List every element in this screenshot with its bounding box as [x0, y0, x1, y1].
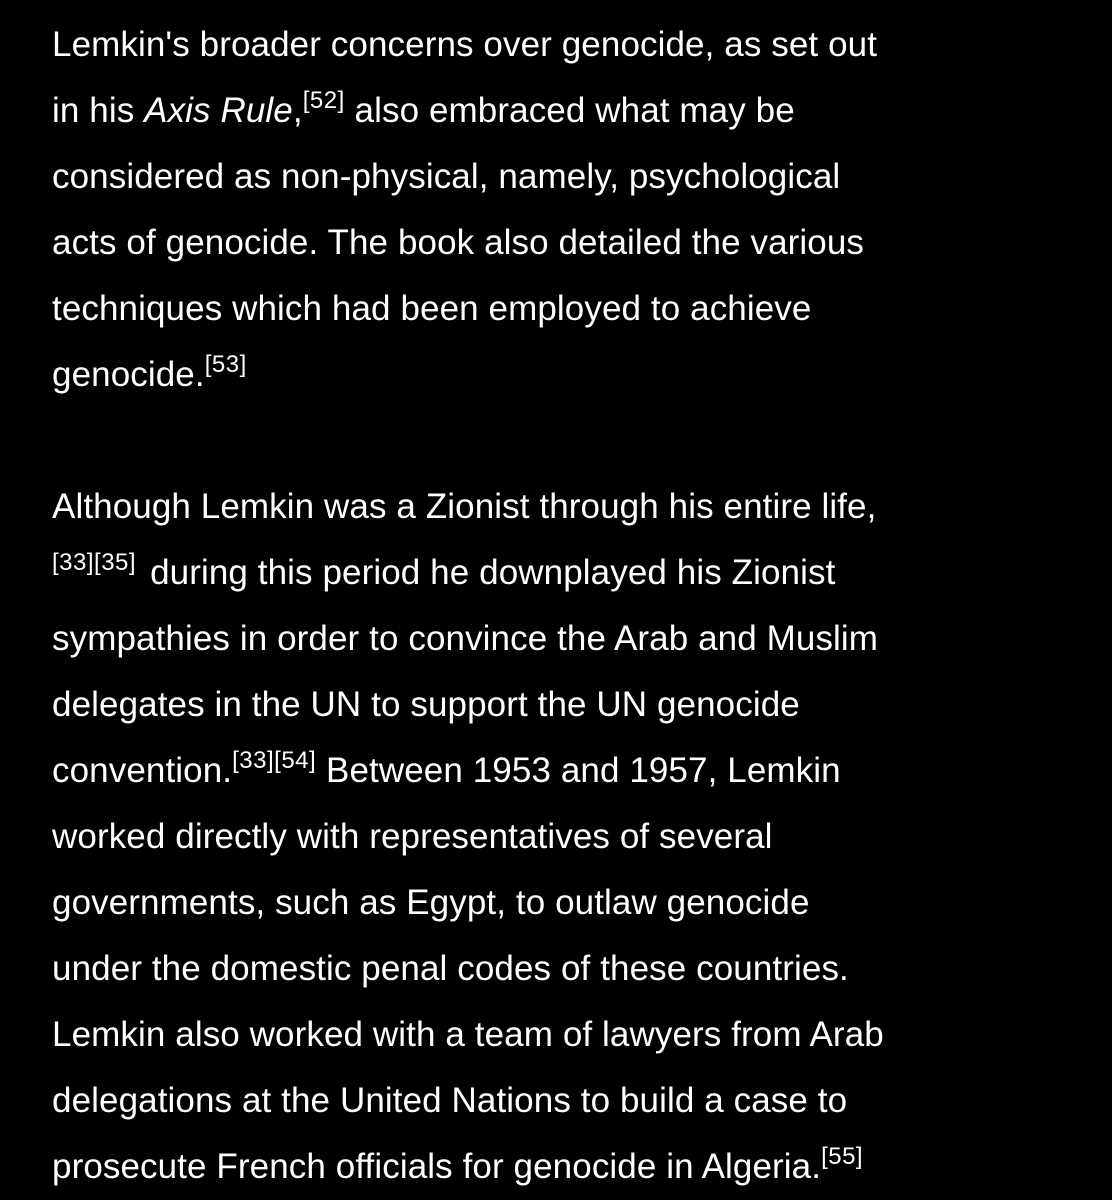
text-line — [52, 78, 1042, 144]
text-segment: Between 1953 and 1957, Lemkin — [316, 751, 841, 790]
citation-link-35[interactable]: [35] — [94, 549, 137, 576]
text-line — [52, 936, 1042, 1002]
text-segment: under the domestic penal codes of these countries. — [52, 949, 849, 988]
text-segment: , — [292, 91, 303, 130]
text-segment: delegates in the UN to support the UN genocide — [52, 685, 800, 724]
text-segment: convention. — [52, 751, 233, 790]
article-body — [52, 12, 1042, 1200]
text-segment: genocide. — [52, 355, 205, 394]
paragraph-zionist — [52, 474, 1042, 1200]
text-line — [52, 672, 1042, 738]
text-line — [52, 1002, 1042, 1068]
text-line — [52, 12, 1042, 78]
text-line — [52, 1134, 1042, 1200]
text-segment: Although Lemkin was a Zionist through his entire life, — [52, 487, 877, 526]
text-segment: also embraced what may be — [344, 91, 795, 130]
text-segment: acts of genocide. The book also detailed the various — [52, 223, 865, 262]
text-line — [52, 342, 1042, 408]
book-title-axis-rule: Axis Rule — [144, 91, 293, 130]
citation-link-52[interactable]: [52] — [302, 87, 345, 114]
text-segment: Lemkin also worked with a team of lawyers from Arab — [52, 1015, 884, 1054]
citation-link-54[interactable]: [54] — [274, 747, 317, 774]
text-line — [52, 144, 1042, 210]
text-segment: worked directly with representatives of several — [52, 817, 773, 856]
text-line — [52, 276, 1042, 342]
text-line — [52, 804, 1042, 870]
text-segment: governments, such as Egypt, to outlaw genocide — [52, 883, 810, 922]
paragraph-axis-rule — [52, 12, 1042, 408]
text-segment: prosecute French officials for genocide in Algeria. — [52, 1147, 822, 1186]
text-line — [52, 870, 1042, 936]
text-line — [52, 1068, 1042, 1134]
citation-link-53[interactable]: [53] — [204, 351, 247, 378]
citation-link-33[interactable]: [33] — [232, 747, 275, 774]
text-segment: Lemkin's broader concerns over genocide, as set out — [52, 25, 878, 64]
citation-link-33[interactable]: [33] — [52, 549, 95, 576]
text-line — [52, 606, 1042, 672]
text-segment: during this period he downplayed his Zionist — [150, 553, 836, 592]
text-segment: in his — [52, 91, 145, 130]
text-line — [52, 738, 1042, 804]
text-segment: considered as non-physical, namely, psychological — [52, 157, 841, 196]
text-segment: techniques which had been employed to achieve — [52, 289, 812, 328]
text-segment: sympathies in order to convince the Arab and Muslim — [52, 619, 879, 658]
text-segment: delegations at the United Nations to build a case to — [52, 1081, 848, 1120]
text-line — [52, 474, 1042, 540]
text-line — [52, 210, 1042, 276]
text-line — [52, 540, 1042, 606]
citation-link-55[interactable]: [55] — [821, 1143, 864, 1170]
